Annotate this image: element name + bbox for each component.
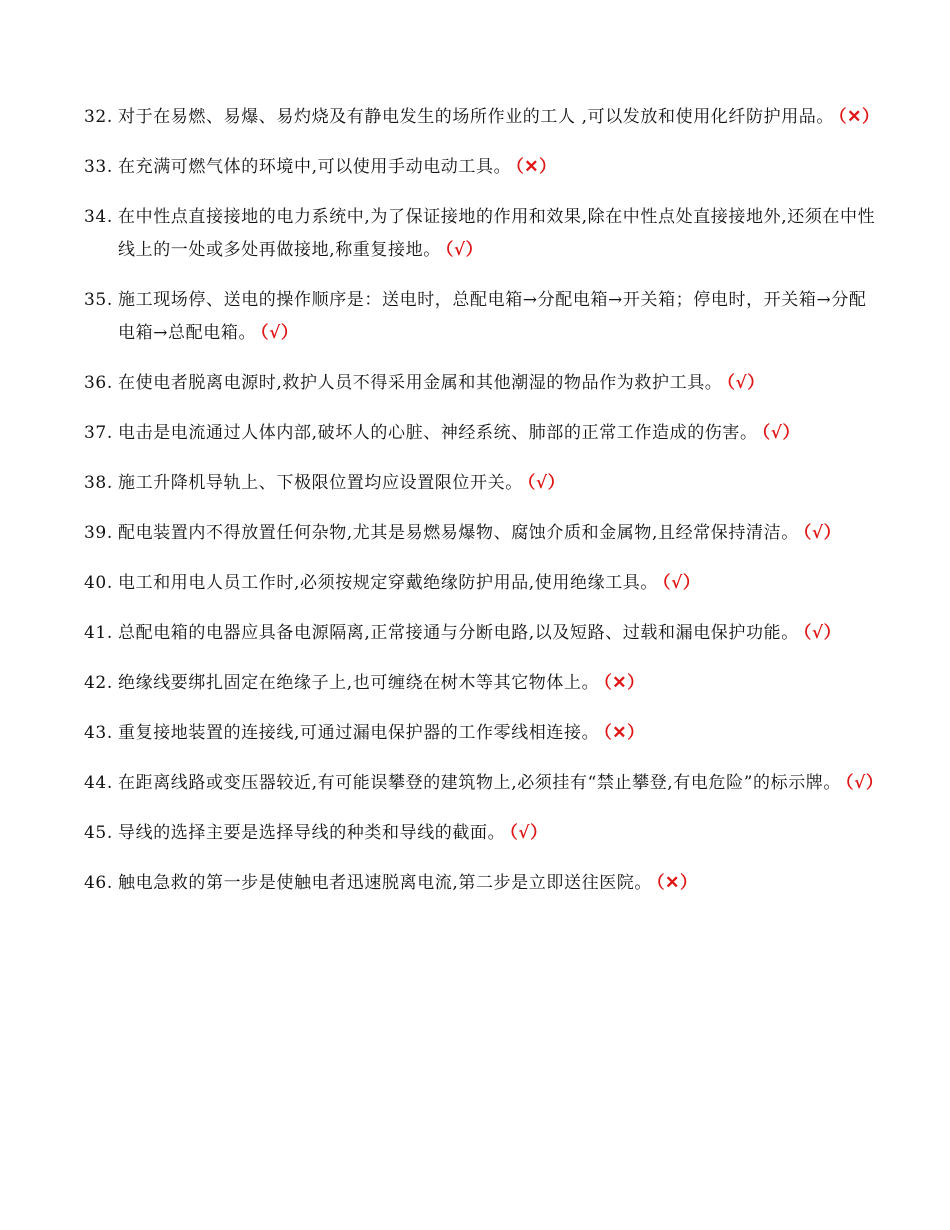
question-item-38 — [84, 467, 884, 500]
question-text: 电击是电流通过人体内部,破坏人的心脏、神经系统、肺部的正常工作造成的伤害。 — [118, 423, 758, 443]
question-text: 总配电箱的电器应具备电源隔离,正常接通与分断电路,以及短路、过载和漏电保护功能。 — [118, 623, 799, 643]
question-text-block — [118, 151, 884, 184]
question-item-45 — [84, 817, 884, 850]
answer-mark: （✕） — [603, 723, 645, 743]
question-item-36 — [84, 367, 884, 400]
question-number: 41. — [84, 623, 113, 643]
answer-mark: （√） — [509, 823, 548, 843]
question-text-block — [118, 284, 884, 350]
question-text-block — [118, 817, 884, 850]
question-item-41 — [84, 617, 884, 650]
answer-mark: （√） — [802, 523, 842, 543]
question-text-block — [118, 867, 884, 900]
question-text-block — [118, 767, 884, 800]
answer-mark: （√） — [260, 323, 299, 343]
question-number: 42. — [84, 673, 113, 693]
question-text: 导线的选择主要是选择导线的种类和导线的截面。 — [118, 823, 506, 843]
question-number: 37. — [84, 423, 113, 443]
question-text: 施工现场停、送电的操作顺序是：送电时，总配电箱→分配电箱→开关箱；停电时，开关箱→分配电箱→总配电箱。 — [118, 290, 867, 343]
answer-mark: （√） — [726, 373, 765, 393]
question-number: 33. — [84, 157, 113, 177]
question-text-block — [118, 617, 884, 650]
answer-mark: （✕） — [656, 873, 698, 893]
question-number: 44. — [84, 773, 113, 793]
question-text: 绝缘线要绑扎固定在绝缘子上,也可缠绕在树木等其它物体上。 — [118, 673, 600, 693]
question-item-32 — [84, 101, 884, 134]
question-text-block — [118, 667, 884, 700]
question-number: 43. — [84, 723, 113, 743]
question-text: 在距离线路或变压器较近,有可能误攀登的建筑物上,必须挂有“禁止攀登,有电危险”的标示牌。 — [118, 773, 841, 793]
answer-mark: （✕） — [603, 673, 645, 693]
answer-mark: （√） — [761, 423, 801, 443]
question-text: 触电急救的第一步是使触电者迅速脱离电流,第二步是立即送往医院。 — [118, 873, 653, 893]
question-number: 32. — [84, 107, 113, 127]
answer-mark: （✕） — [515, 157, 557, 177]
question-item-34 — [84, 201, 884, 267]
question-number: 45. — [84, 823, 113, 843]
question-number: 38. — [84, 473, 113, 493]
answer-mark: （√） — [444, 240, 484, 260]
question-number: 40. — [84, 573, 113, 593]
question-item-44 — [84, 767, 884, 800]
question-text: 对于在易燃、易爆、易灼烧及有静电发生的场所作业的工人 ,可以发放和使用化纤防护用品。 — [118, 107, 835, 127]
question-text: 在中性点直接接地的电力系统中,为了保证接地的作用和效果,除在中性点处直接接地外,还须在中性线上的一处或多处再做接地,称重复接地。 — [118, 207, 876, 260]
question-text: 重复接地装置的连接线,可通过漏电保护器的工作零线相连接。 — [118, 723, 600, 743]
answer-mark: （√） — [802, 623, 842, 643]
question-number: 46. — [84, 873, 113, 893]
question-text: 电工和用电人员工作时,必须按规定穿戴绝缘防护用品,使用绝缘工具。 — [118, 573, 659, 593]
question-number: 36. — [84, 373, 113, 393]
question-item-43 — [84, 717, 884, 750]
question-item-40 — [84, 567, 884, 600]
question-text-block — [118, 417, 884, 450]
question-text-block — [118, 567, 884, 600]
answer-mark: （√） — [845, 773, 884, 793]
question-item-33 — [84, 151, 884, 184]
question-text-block — [118, 717, 884, 750]
question-item-39 — [84, 517, 884, 550]
question-text-block — [118, 101, 884, 134]
question-number: 39. — [84, 523, 113, 543]
answer-mark: （√） — [526, 473, 566, 493]
question-text-block — [118, 517, 884, 550]
question-number: 34. — [84, 207, 113, 227]
question-number: 35. — [84, 290, 113, 310]
question-text-block — [118, 467, 884, 500]
question-text-block — [118, 367, 884, 400]
question-text-block — [118, 201, 884, 267]
answer-mark: （✕） — [838, 107, 880, 127]
question-item-46 — [84, 867, 884, 900]
question-item-35 — [84, 284, 884, 350]
question-text: 施工升降机导轨上、下极限位置均应设置限位开关。 — [118, 473, 523, 493]
answer-mark: （√） — [662, 573, 701, 593]
question-item-37 — [84, 417, 884, 450]
question-text: 在使电者脱离电源时,救护人员不得采用金属和其他潮湿的物品作为救护工具。 — [118, 373, 723, 393]
question-text: 配电装置内不得放置任何杂物,尤其是易燃易爆物、腐蚀介质和金属物,且经常保持清洁。 — [118, 523, 799, 543]
question-list — [84, 101, 884, 917]
question-text: 在充满可燃气体的环境中,可以使用手动电动工具。 — [118, 157, 512, 177]
question-item-42 — [84, 667, 884, 700]
